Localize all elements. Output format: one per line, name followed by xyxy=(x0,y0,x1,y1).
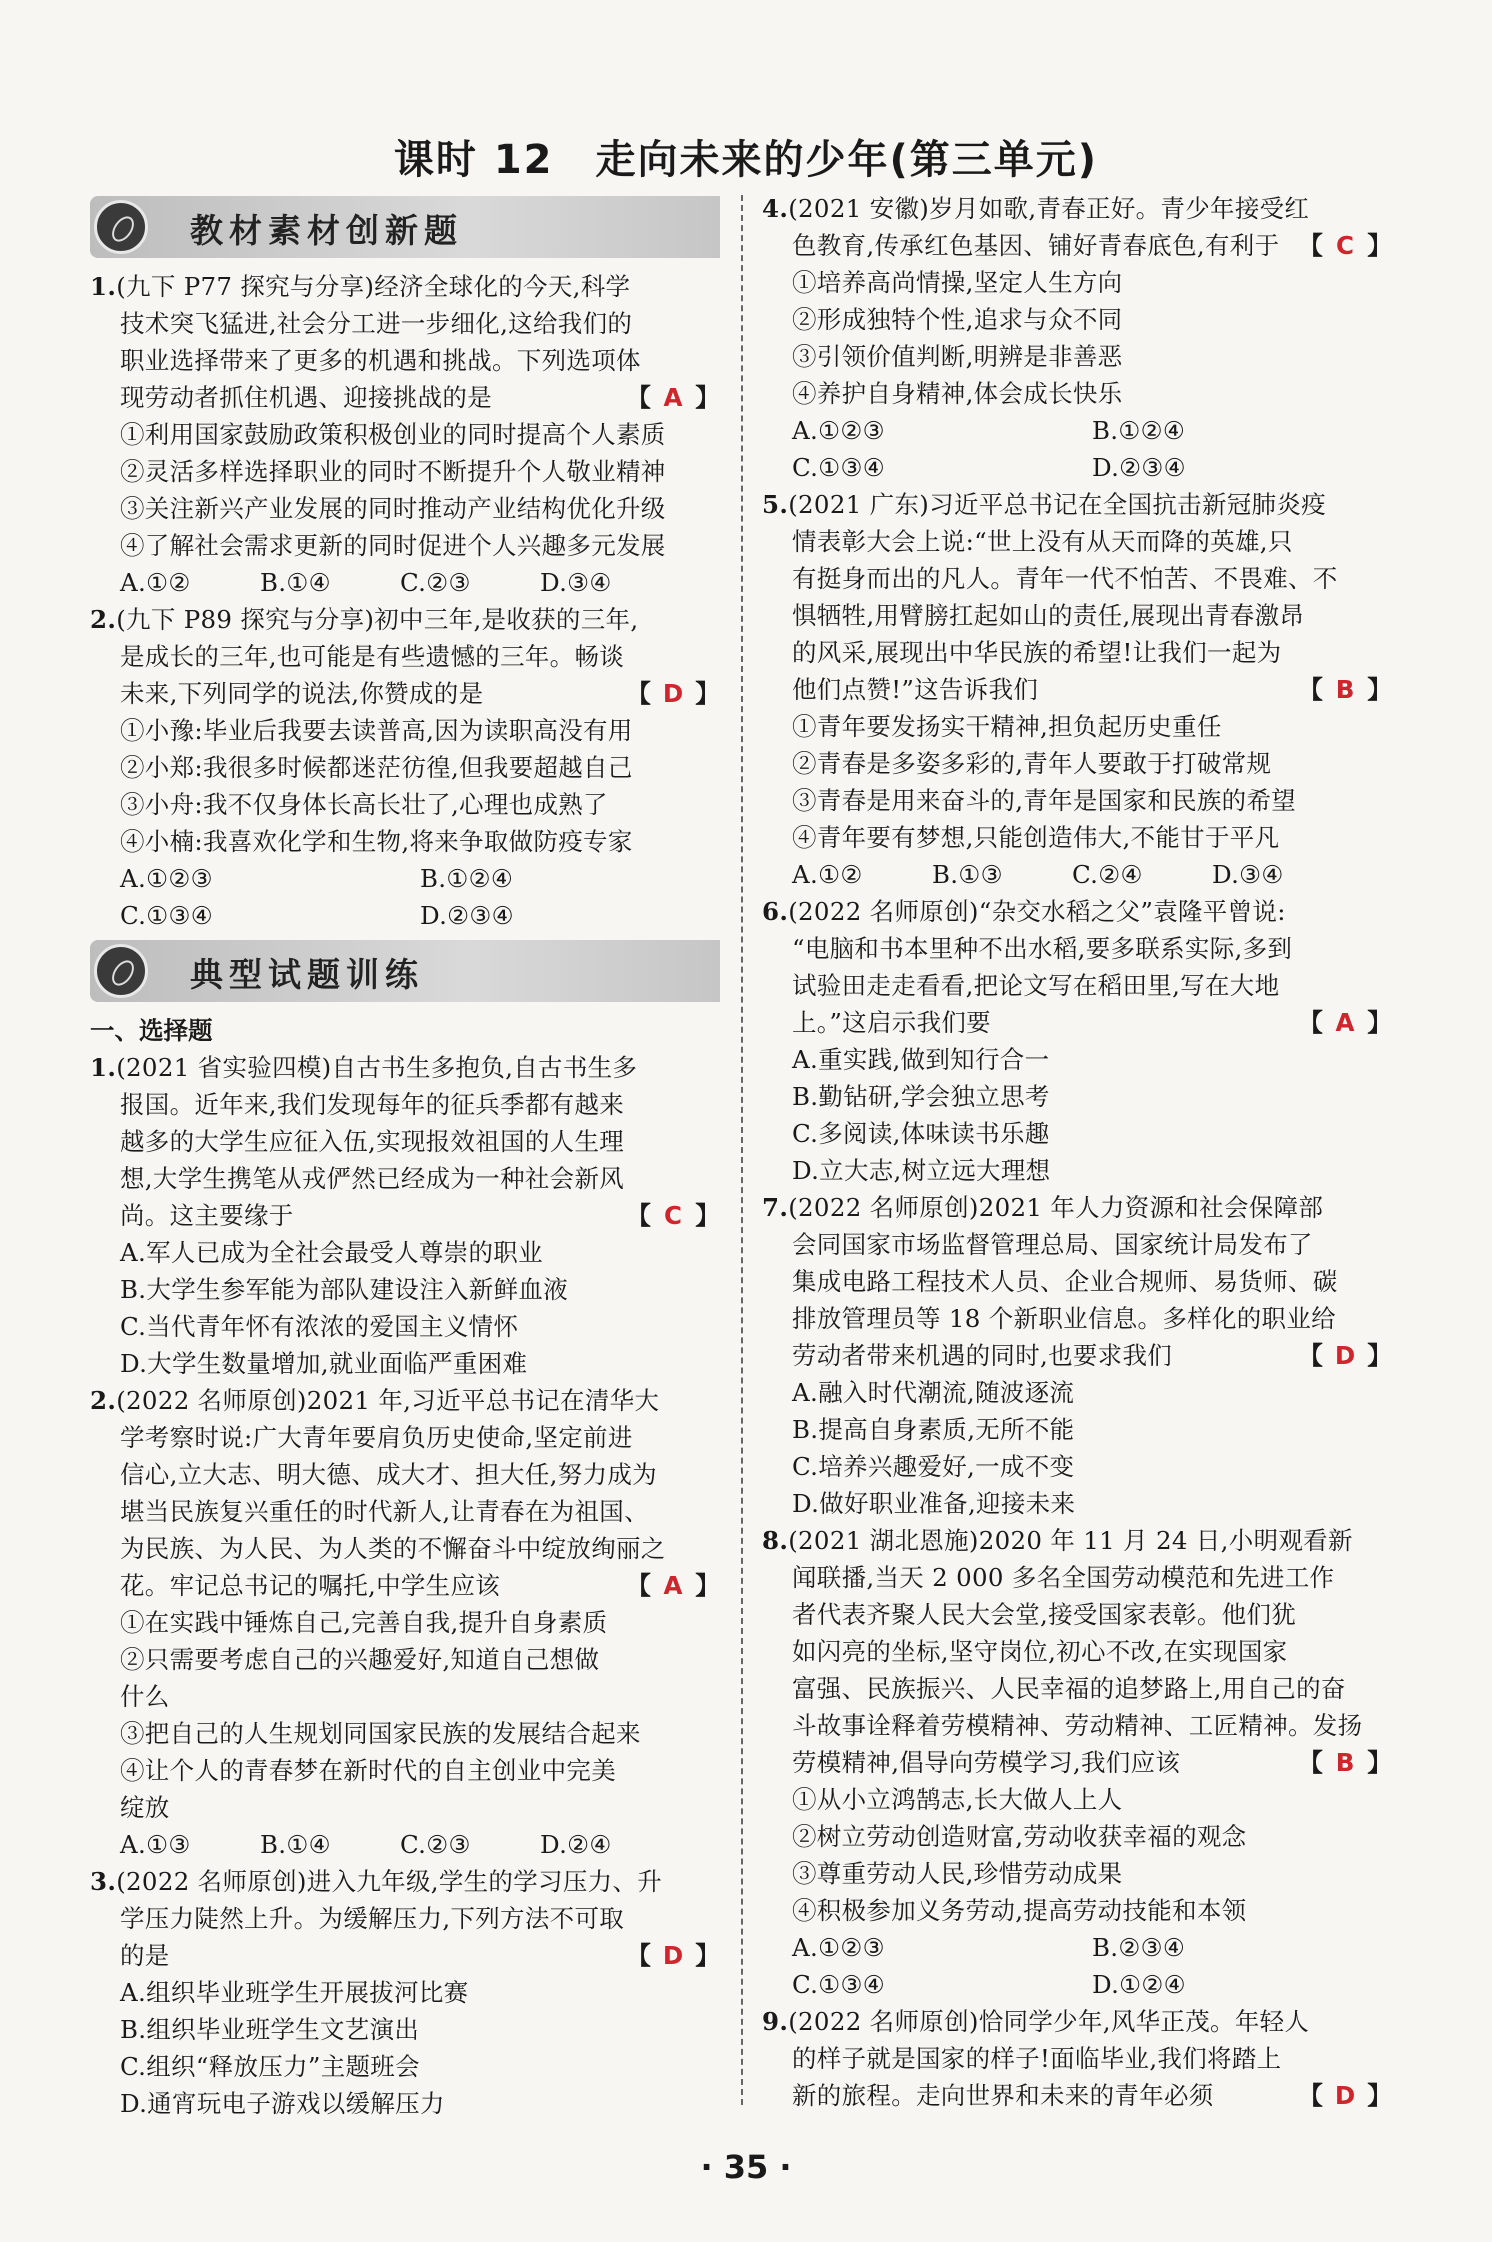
stem-text: 为民族、为人民、为人类的不懈奋斗中绽放绚丽之 xyxy=(120,1534,666,1563)
answer-bracket: 【 B 】 xyxy=(1298,1744,1392,1781)
statement-line: ③关注新兴产业发展的同时推动产业结构优化升级 xyxy=(120,494,666,523)
answer-value: D xyxy=(662,679,684,708)
stem-text: 新的旅程。走向世界和未来的青年必须 xyxy=(792,2081,1214,2110)
question-stem-line xyxy=(762,1522,1392,1559)
stem-text: 者代表齐聚人民大会堂,接受国家表彰。他们犹 xyxy=(792,1600,1297,1629)
question-stem-line xyxy=(90,1456,720,1493)
statement-line: ③青春是用来奋斗的,青年是国家和民族的希望 xyxy=(792,786,1297,815)
statement-line: ②青春是多姿多彩的,青年人要敢于打破常规 xyxy=(792,749,1272,778)
stem-text: 如闪亮的坐标,坚守岗位,初心不改,在实现国家 xyxy=(792,1637,1288,1666)
page-title: 课时 12 走向未来的少年(第三单元) xyxy=(393,137,1099,183)
stem-text: (2021 省实验四模)自古书生多抱负,自古书生多 xyxy=(116,1053,638,1082)
statement-line: D.做好职业准备,迎接未来 xyxy=(792,1489,1076,1518)
answer-value: A xyxy=(663,383,683,412)
question-stem-line xyxy=(762,227,1392,264)
statement-line: A.军人已成为全社会最受人尊崇的职业 xyxy=(120,1238,543,1267)
option: B.①②④ xyxy=(420,864,514,893)
question-number: 4. xyxy=(762,194,789,223)
question-number: 7. xyxy=(762,1193,789,1222)
question-stem-line xyxy=(762,1263,1392,1300)
answer-bracket: 【 A 】 xyxy=(626,379,720,416)
statement-line: D.立大志,树立远大理想 xyxy=(792,1156,1051,1185)
statement-line: 绽放 xyxy=(120,1793,170,1822)
question-stem-line xyxy=(90,601,720,638)
statement-line: ①从小立鸿鹄志,长大做人上人 xyxy=(792,1785,1123,1814)
question-stem-line xyxy=(762,1337,1392,1374)
statement-line: ②小郑:我很多时候都迷茫彷徨,但我要超越自己 xyxy=(120,753,633,782)
option: A.①② xyxy=(120,568,191,597)
stem-text: 色教育,传承红色基因、铺好青春底色,有利于 xyxy=(792,231,1280,260)
option: C.②④ xyxy=(1072,860,1143,889)
option: A.①②③ xyxy=(792,416,885,445)
option: D.③④ xyxy=(540,568,612,597)
question-stem-line xyxy=(762,1744,1392,1781)
answer-bracket: 【 C 】 xyxy=(626,1197,720,1234)
options-row xyxy=(762,449,1392,486)
question-stem-line xyxy=(762,1004,1392,1041)
statement-line: ③小舟:我不仅身体长高长壮了,心理也成熟了 xyxy=(120,790,608,819)
banner-title: 教材素材创新题 xyxy=(190,211,463,250)
compass-icon xyxy=(94,200,148,254)
question-stem-line xyxy=(762,1670,1392,1707)
question-q1 xyxy=(90,268,720,601)
answer-value: A xyxy=(1335,1008,1355,1037)
answer-bracket: 【 D 】 xyxy=(626,1937,720,1974)
question-stem-line xyxy=(762,671,1392,708)
statement-line: ①在实践中锤炼自己,完善自我,提升自身素质 xyxy=(120,1608,608,1637)
option: D.③④ xyxy=(1212,860,1284,889)
statement-line: D.通宵玩电子游戏以缓解压力 xyxy=(120,2089,445,2118)
question-q7 xyxy=(762,486,1392,893)
question-q8 xyxy=(762,893,1392,1189)
answer-bracket: 【 D 】 xyxy=(1298,2077,1392,2114)
stem-text: “电脑和书本里种不出水稻,要多联系实际,多到 xyxy=(792,934,1293,963)
question-stem-line xyxy=(762,893,1392,930)
stem-text: 是成长的三年,也可能是有些遗憾的三年。畅谈 xyxy=(120,642,625,671)
question-stem-line xyxy=(762,2040,1392,2077)
question-stem-line xyxy=(762,1633,1392,1670)
question-stem-line xyxy=(762,2077,1392,2114)
question-number: 5. xyxy=(762,490,789,519)
stem-text: 劳动者带来机遇的同时,也要求我们 xyxy=(792,1341,1173,1370)
stem-text: 斗故事诠释着劳模精神、劳动精神、工匠精神。发扬 xyxy=(792,1711,1363,1740)
option: D.②③④ xyxy=(1092,453,1186,482)
option: B.①④ xyxy=(260,568,331,597)
stem-text: (九下 P77 探究与分享)经济全球化的今天,科学 xyxy=(116,272,631,301)
answer-bracket: 【 B 】 xyxy=(1298,671,1392,708)
question-stem-line xyxy=(762,486,1392,523)
options-row xyxy=(762,1966,1392,2003)
statement-line: ④青年要有梦想,只能创造伟大,不能甘于平凡 xyxy=(792,823,1280,852)
question-stem-line xyxy=(90,638,720,675)
options-row xyxy=(90,860,720,897)
option: C.①③④ xyxy=(792,1970,886,1999)
stem-text: 富强、民族振兴、人民幸福的追梦路上,用自己的奋 xyxy=(792,1674,1346,1703)
option: B.①③ xyxy=(932,860,1003,889)
statement-line: ①小豫:毕业后我要去读普高,因为读职高没有用 xyxy=(120,716,633,745)
stem-text: 试验田走走看看,把论文写在稻田里,写在大地 xyxy=(792,971,1280,1000)
question-stem-line xyxy=(762,930,1392,967)
question-q11 xyxy=(762,2003,1392,2114)
question-number: 8. xyxy=(762,1526,789,1555)
question-number: 1. xyxy=(90,272,117,301)
option: D.②④ xyxy=(540,1830,612,1859)
statement-line: ①青年要发扬实干精神,担负起历史重任 xyxy=(792,712,1222,741)
stem-text: 的是 xyxy=(120,1941,170,1970)
question-stem-line xyxy=(90,1160,720,1197)
question-stem-line xyxy=(90,1937,720,1974)
statement-line: A.组织毕业班学生开展拔河比赛 xyxy=(120,1978,469,2007)
question-stem-line xyxy=(762,634,1392,671)
question-q5 xyxy=(90,1863,720,2122)
question-q10 xyxy=(762,1522,1392,2003)
answer-bracket: 【 A 】 xyxy=(1298,1004,1392,1041)
question-stem-line xyxy=(90,1493,720,1530)
statement-line: ④积极参加义务劳动,提高劳动技能和本领 xyxy=(792,1896,1247,1925)
question-stem-line xyxy=(90,675,720,712)
stem-text: 闻联播,当天 2 000 多名全国劳动模范和先进工作 xyxy=(792,1563,1335,1592)
option: B.①②④ xyxy=(1092,416,1186,445)
statement-line: ①培养高尚情操,坚定人生方向 xyxy=(792,268,1123,297)
question-stem-line xyxy=(90,1086,720,1123)
stem-text: (2021 湖北恩施)2020 年 11 月 24 日,小明观看新 xyxy=(788,1526,1353,1555)
statement-line: ②只需要考虑自己的兴趣爱好,知道自己想做 xyxy=(120,1645,600,1674)
statement-line: ②形成独特个性,追求与众不同 xyxy=(792,305,1123,334)
option: A.①②③ xyxy=(792,1933,885,1962)
section-banner-textbook xyxy=(90,196,720,258)
question-stem-line xyxy=(762,967,1392,1004)
stem-text: 想,大学生携笔从戎俨然已经成为一种社会新风 xyxy=(120,1164,625,1193)
stem-text: 集成电路工程技术人员、企业合规师、易货师、碳 xyxy=(792,1267,1338,1296)
statement-line: A.融入时代潮流,随波逐流 xyxy=(792,1378,1075,1407)
stem-text: (2022 名师原创)恰同学少年,风华正茂。年轻人 xyxy=(788,2007,1310,2036)
stem-text: 排放管理员等 18 个新职业信息。多样化的职业给 xyxy=(792,1304,1336,1333)
statement-line: ④小楠:我喜欢化学和生物,将来争取做防疫专家 xyxy=(120,827,633,856)
answer-bracket: 【 A 】 xyxy=(626,1567,720,1604)
stem-text: 信心,立大志、明大德、成大才、担大任,努力成为 xyxy=(120,1460,657,1489)
stem-text: (九下 P89 探究与分享)初中三年,是收获的三年, xyxy=(116,605,639,634)
question-stem-line xyxy=(90,1049,720,1086)
question-stem-line xyxy=(90,268,720,305)
question-stem-line xyxy=(762,523,1392,560)
answer-value: B xyxy=(1335,1748,1355,1777)
stem-text: 尚。这主要缘于 xyxy=(120,1201,294,1230)
stem-text: 职业选择带来了更多的机遇和挑战。下列选项体 xyxy=(120,346,641,375)
stem-text: (2022 名师原创)“杂交水稻之父”袁隆平曾说: xyxy=(788,897,1286,926)
option: A.①②③ xyxy=(120,864,213,893)
statement-line: ②树立劳动创造财富,劳动收获幸福的观念 xyxy=(792,1822,1247,1851)
question-number: 1. xyxy=(90,1053,117,1082)
section-label: 一、选择题 xyxy=(90,1016,213,1045)
question-number: 2. xyxy=(90,1386,117,1415)
question-q3 xyxy=(90,1049,720,1382)
banner-title: 典型试题训练 xyxy=(190,955,424,994)
question-q9 xyxy=(762,1189,1392,1522)
answer-value: D xyxy=(662,1941,684,1970)
stem-text: 的样子就是国家的样子!面临毕业,我们将踏上 xyxy=(792,2044,1282,2073)
question-stem-line xyxy=(90,342,720,379)
question-number: 6. xyxy=(762,897,789,926)
question-stem-line xyxy=(762,2003,1392,2040)
answer-bracket: 【 C 】 xyxy=(1298,227,1392,264)
compass-icon xyxy=(94,944,148,998)
statement-line: D.大学生数量增加,就业面临严重困难 xyxy=(120,1349,528,1378)
options-row xyxy=(762,856,1392,893)
question-number: 9. xyxy=(762,2007,789,2036)
question-stem-line xyxy=(762,1226,1392,1263)
question-stem-line xyxy=(762,1300,1392,1337)
statement-line: C.培养兴趣爱好,一成不变 xyxy=(792,1452,1075,1481)
page-number: · 35 · xyxy=(700,2148,792,2186)
stem-text: 会同国家市场监督管理总局、国家统计局发布了 xyxy=(792,1230,1313,1259)
question-stem-line xyxy=(762,1189,1392,1226)
question-stem-line xyxy=(90,1419,720,1456)
option: B.②③④ xyxy=(1092,1933,1186,1962)
question-stem-line xyxy=(762,597,1392,634)
stem-text: (2021 安徽)岁月如歌,青春正好。青少年接受红 xyxy=(788,194,1310,223)
option: C.①③④ xyxy=(120,901,214,930)
answer-value: A xyxy=(663,1571,683,1600)
statement-line: ④了解社会需求更新的同时促进个人兴趣多元发展 xyxy=(120,531,666,560)
stem-text: 他们点赞!”这告诉我们 xyxy=(792,675,1039,704)
question-stem-line xyxy=(762,560,1392,597)
left-column xyxy=(90,190,720,2122)
options-row xyxy=(90,1826,720,1863)
statement-line: B.组织毕业班学生文艺演出 xyxy=(120,2015,420,2044)
answer-bracket: 【 D 】 xyxy=(626,675,720,712)
stem-text: 惧牺牲,用臂膀扛起如山的责任,展现出青春激昂 xyxy=(792,601,1305,630)
statement-line: ③引领价值判断,明辨是非善恶 xyxy=(792,342,1123,371)
statement-line: B.提高自身素质,无所不能 xyxy=(792,1415,1075,1444)
question-number: 2. xyxy=(90,605,117,634)
option: C.①③④ xyxy=(792,453,886,482)
stem-text: (2022 名师原创)2021 年,习近平总书记在清华大 xyxy=(116,1386,660,1415)
statement-line: C.当代青年怀有浓浓的爱国主义情怀 xyxy=(120,1312,519,1341)
stem-text: 有挺身而出的凡人。青年一代不怕苦、不畏难、不 xyxy=(792,564,1338,593)
question-stem-line xyxy=(90,1900,720,1937)
answer-value: C xyxy=(664,1201,683,1230)
answer-value: C xyxy=(1336,231,1355,260)
statement-line: ④让个人的青春梦在新时代的自主创业中完美 xyxy=(120,1756,616,1785)
stem-text: 技术突飞猛进,社会分工进一步细化,这给我们的 xyxy=(120,309,633,338)
statement-line: ③把自己的人生规划同国家民族的发展结合起来 xyxy=(120,1719,641,1748)
answer-value: B xyxy=(1335,675,1355,704)
question-stem-line xyxy=(762,1707,1392,1744)
option: C.②③ xyxy=(400,568,471,597)
option: D.①②④ xyxy=(1092,1970,1186,1999)
stem-text: 花。牢记总书记的嘱托,中学生应该 xyxy=(120,1571,501,1600)
question-number: 3. xyxy=(90,1867,117,1896)
statement-line: C.组织“释放压力”主题班会 xyxy=(120,2052,420,2081)
statement-line: B.大学生参军能为部队建设注入新鲜血液 xyxy=(120,1275,568,1304)
options-row xyxy=(90,897,720,934)
options-row xyxy=(90,564,720,601)
question-stem-line xyxy=(90,1197,720,1234)
column-divider xyxy=(741,195,743,2105)
statement-line: ②灵活多样选择职业的同时不断提升个人敬业精神 xyxy=(120,457,666,486)
question-stem-line xyxy=(762,1596,1392,1633)
stem-text: 学考察时说:广大青年要肩负历史使命,坚定前进 xyxy=(120,1423,633,1452)
option: A.①② xyxy=(792,860,863,889)
question-stem-line xyxy=(90,1530,720,1567)
answer-bracket: 【 D 】 xyxy=(1298,1337,1392,1374)
option: B.①④ xyxy=(260,1830,331,1859)
stem-text: 现劳动者抓住机遇、迎接挑战的是 xyxy=(120,383,492,412)
statement-line: ④养护自身精神,体会成长快乐 xyxy=(792,379,1123,408)
stem-text: 越多的大学生应征入伍,实现报效祖国的人生理 xyxy=(120,1127,625,1156)
question-stem-line xyxy=(90,305,720,342)
answer-value: D xyxy=(1334,2081,1356,2110)
section-banner-typical xyxy=(90,940,720,1002)
stem-text: 上。”这启示我们要 xyxy=(792,1008,991,1037)
stem-text: 报国。近年来,我们发现每年的征兵季都有越来 xyxy=(120,1090,625,1119)
stem-text: 堪当民族复兴重任的时代新人,让青春在为祖国、 xyxy=(120,1497,649,1526)
question-stem-line xyxy=(90,1382,720,1419)
question-stem-line xyxy=(762,190,1392,227)
stem-text: 劳模精神,倡导向劳模学习,我们应该 xyxy=(792,1748,1181,1777)
stem-text: (2021 广东)习近平总书记在全国抗击新冠肺炎疫 xyxy=(788,490,1326,519)
option: D.②③④ xyxy=(420,901,514,930)
statement-line: ①利用国家鼓励政策积极创业的同时提高个人素质 xyxy=(120,420,666,449)
question-q4 xyxy=(90,1382,720,1863)
answer-value: D xyxy=(1334,1341,1356,1370)
option: A.①③ xyxy=(120,1830,191,1859)
stem-text: 未来,下列同学的说法,你赞成的是 xyxy=(120,679,484,708)
statement-line: 什么 xyxy=(120,1682,170,1711)
stem-text: (2022 名师原创)进入九年级,学生的学习压力、升 xyxy=(116,1867,663,1896)
question-stem-line xyxy=(90,1567,720,1604)
stem-text: 学压力陡然上升。为缓解压力,下列方法不可取 xyxy=(120,1904,625,1933)
statement-line: C.多阅读,体味读书乐趣 xyxy=(792,1119,1050,1148)
statement-line: ③尊重劳动人民,珍惜劳动成果 xyxy=(792,1859,1123,1888)
options-row xyxy=(762,1929,1392,1966)
question-q2 xyxy=(90,601,720,934)
question-stem-line xyxy=(90,1123,720,1160)
question-stem-line xyxy=(90,379,720,416)
statement-line: A.重实践,做到知行合一 xyxy=(792,1045,1050,1074)
statement-line: B.勤钻研,学会独立思考 xyxy=(792,1082,1050,1111)
right-column xyxy=(762,190,1392,2114)
question-q6 xyxy=(762,190,1392,486)
question-stem-line xyxy=(90,1863,720,1900)
question-stem-line xyxy=(762,1559,1392,1596)
stem-text: 情表彰大会上说:“世上没有从天而降的英雄,只 xyxy=(792,527,1293,556)
options-row xyxy=(762,412,1392,449)
stem-text: 的风采,展现出中华民族的希望!让我们一起为 xyxy=(792,638,1282,667)
option: C.②③ xyxy=(400,1830,471,1859)
stem-text: (2022 名师原创)2021 年人力资源和社会保障部 xyxy=(788,1193,1324,1222)
